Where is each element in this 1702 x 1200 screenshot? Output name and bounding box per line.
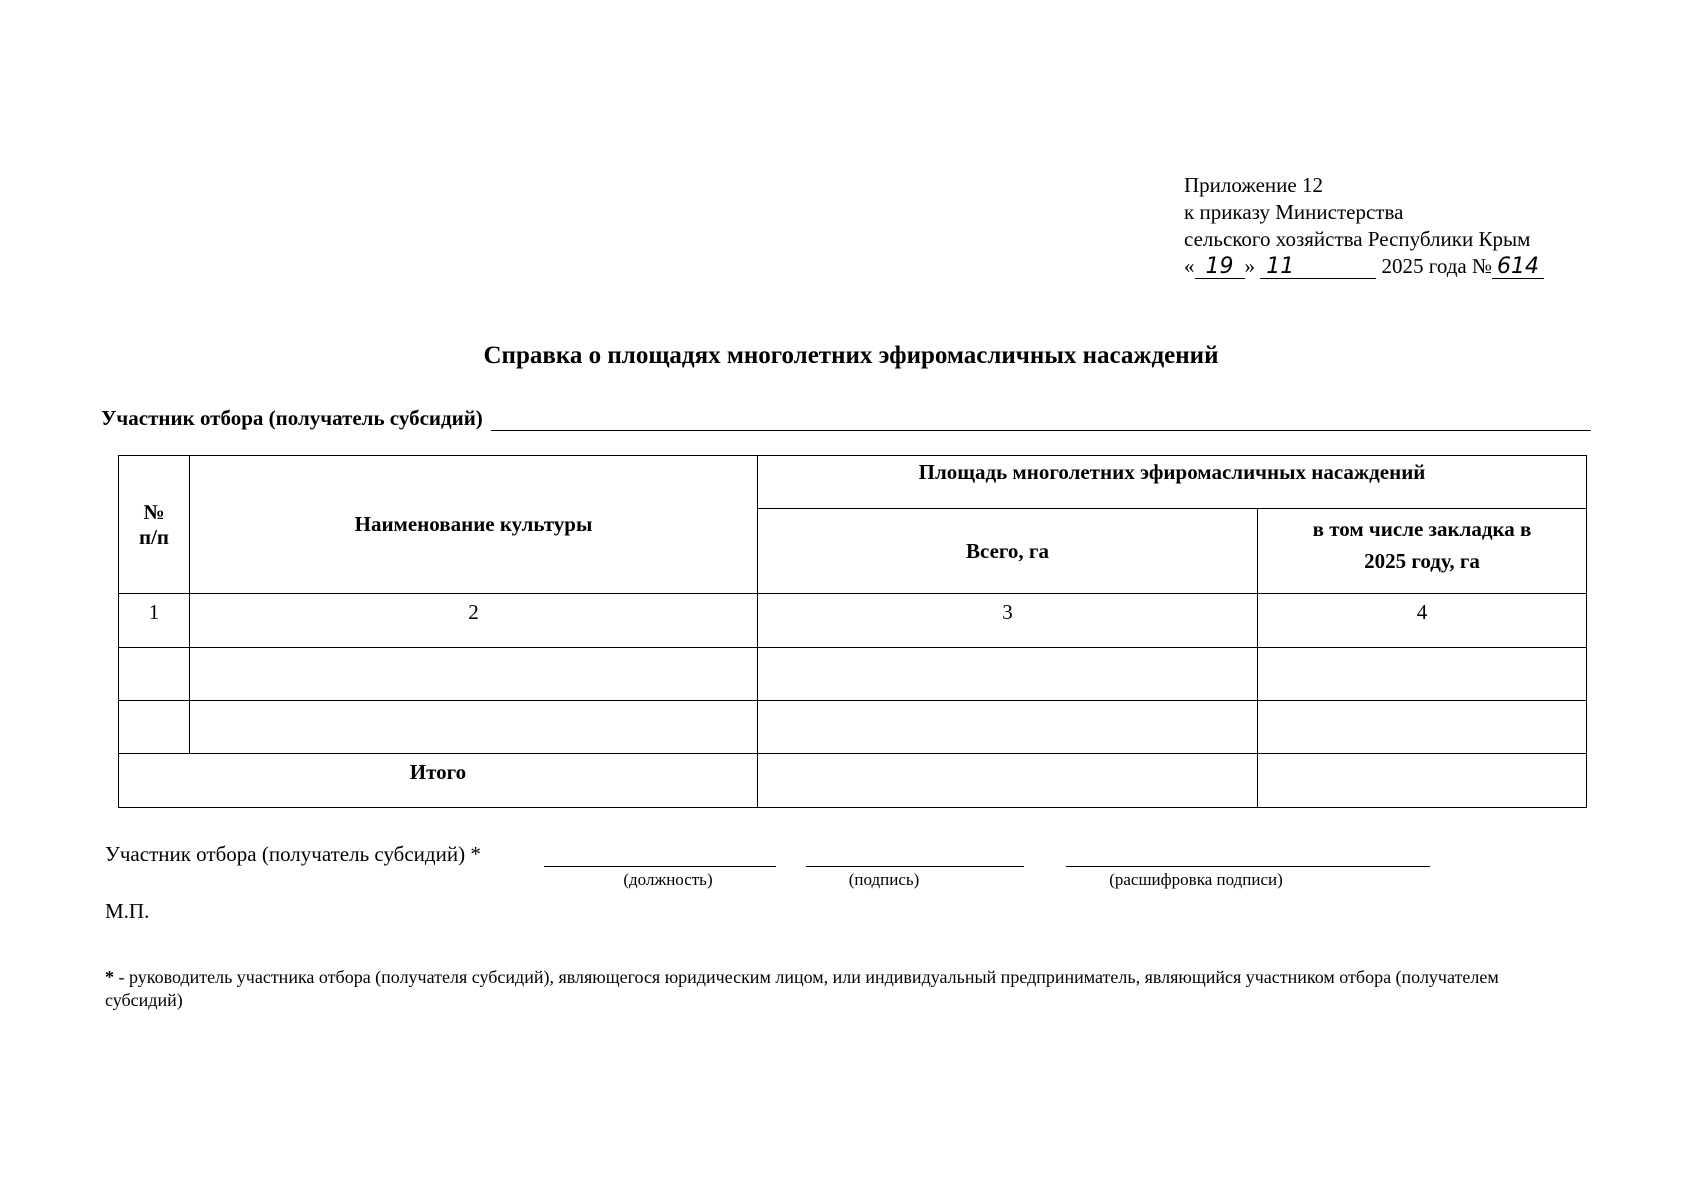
column-number-row	[119, 594, 1587, 648]
appendix-line-1: Приложение 12	[1184, 173, 1323, 197]
footnote	[105, 966, 1545, 1012]
appendix-line-2: к приказу Министерства	[1184, 200, 1404, 224]
appendix-block	[1184, 172, 1544, 280]
document-title: Справка о площадях многолетних эфиромасличных насаждений	[483, 342, 1219, 369]
empty-cell[interactable]	[119, 648, 190, 701]
signature-field[interactable]	[806, 866, 1024, 867]
participant-line	[101, 406, 1591, 431]
header-area-group	[758, 456, 1587, 509]
appendix-line-3: сельского хозяйства Республики Крым	[1184, 227, 1531, 251]
order-number-field[interactable]: 614	[1492, 256, 1544, 279]
header-num	[119, 456, 190, 594]
signature-label: Участник отбора (получатель субсидий) *	[105, 842, 481, 866]
order-month-field[interactable]: 11	[1260, 256, 1376, 279]
header-laying-line1: в том числе закладка в	[1312, 517, 1532, 541]
header-num-line1: №	[143, 499, 165, 524]
total-row	[119, 754, 1587, 808]
participant-label: Участник отбора (получатель субсидий)	[101, 406, 483, 430]
plantings-table	[118, 455, 1587, 808]
empty-cell[interactable]	[1258, 648, 1587, 701]
order-day-field[interactable]: 19	[1195, 256, 1245, 279]
signature-caption: (подпись)	[848, 870, 920, 889]
empty-cell[interactable]	[190, 648, 758, 701]
footnote-star: *	[105, 967, 114, 987]
header-total-area-text: Всего, га	[966, 538, 1049, 563]
stamp-place: М.П.	[105, 899, 150, 923]
header-laying-line2: 2025 году, га	[1364, 549, 1480, 573]
header-laying-2025	[1258, 509, 1587, 594]
empty-cell[interactable]	[119, 701, 190, 754]
table-row	[119, 701, 1587, 754]
column-number-4: 4	[1258, 594, 1587, 648]
column-number-3: 3	[758, 594, 1258, 648]
quote-open: «	[1184, 254, 1195, 278]
order-year-text: 2025 года №	[1381, 254, 1493, 278]
empty-cell[interactable]	[190, 701, 758, 754]
header-num-line2: п/п	[138, 524, 170, 549]
quote-close: »	[1244, 254, 1255, 278]
empty-cell[interactable]	[758, 648, 1258, 701]
footnote-text: - руководитель участника отбора (получателя субсидий), являющегося юридическим лицом, или индивидуальный предприниматель, являющийся участником отбора (получателем субсидий)	[105, 967, 1499, 1010]
empty-cell[interactable]	[758, 701, 1258, 754]
table-row	[119, 648, 1587, 701]
header-total-area	[758, 509, 1258, 594]
participant-name-field[interactable]	[491, 410, 1591, 431]
column-number-1: 1	[119, 594, 190, 648]
column-number-2: 2	[190, 594, 758, 648]
total-laying-cell[interactable]	[1258, 754, 1587, 808]
position-field[interactable]	[544, 866, 776, 867]
appendix-date-line	[1184, 253, 1544, 280]
header-crop-name	[190, 456, 758, 594]
signature-decoding-field[interactable]	[1066, 866, 1430, 867]
header-area-group-text: Площадь многолетних эфиромасличных насаждений	[918, 460, 1426, 484]
total-label: Итого	[119, 754, 758, 808]
decoding-caption: (расшифровка подписи)	[1109, 870, 1283, 889]
position-caption: (должность)	[623, 870, 713, 889]
empty-cell[interactable]	[1258, 701, 1587, 754]
total-area-cell[interactable]	[758, 754, 1258, 808]
header-crop-name-text: Наименование культуры	[354, 512, 593, 536]
